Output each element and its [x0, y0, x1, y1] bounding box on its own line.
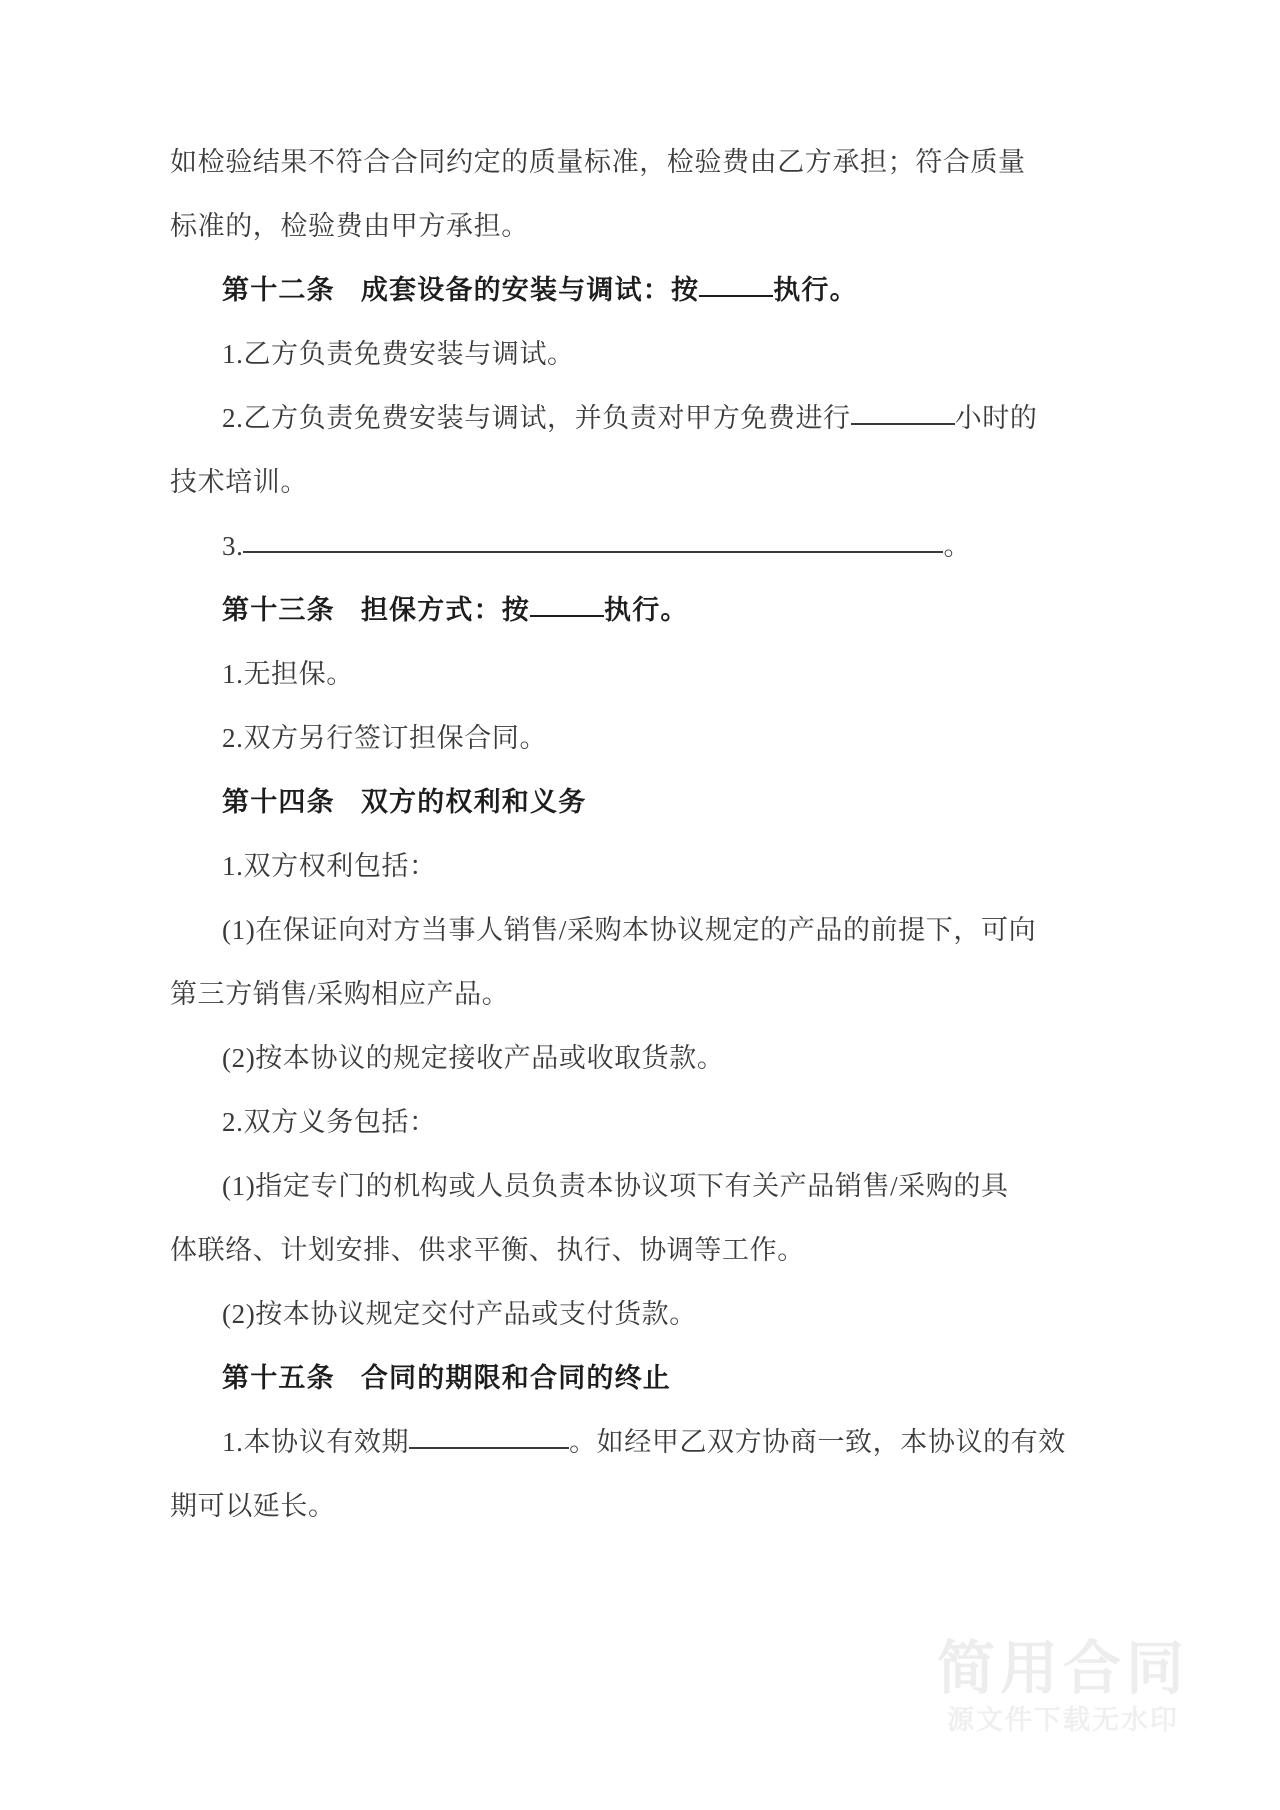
article-14-rights-item-1-line-2: 第三方销售/采购相应产品。 [170, 979, 510, 1009]
article-12-item-2-after-blank: 小时的 [954, 403, 1038, 433]
article-13-number: 第十三条 [222, 595, 335, 625]
watermark-sub-text: 源文件下载无水印 [947, 1704, 1179, 1736]
article-15-item-1 [170, 1410, 1110, 1474]
article-13-title-after-blank: 执行。 [604, 595, 689, 625]
article-14-rights-item-2: (2)按本协议的规定接收产品或收取货款。 [222, 1043, 725, 1073]
article-12-item-2-line-2: 技术培训。 [170, 467, 308, 497]
paragraph-carryover-line-2: 标准的，检验费由甲方承担。 [170, 211, 529, 241]
article-15-title: 合同的期限和合同的终止 [360, 1363, 672, 1393]
article-12-item-1: 1.乙方负责免费安装与调试。 [222, 339, 575, 369]
article-15-item-1-blank[interactable] [409, 1447, 569, 1449]
article-12-title-before-blank: 成套设备的安装与调试：按 [360, 275, 700, 305]
article-12-item-2 [170, 386, 1110, 450]
article-12-heading [170, 258, 1110, 322]
document-content [170, 130, 1110, 1538]
article-14-duties-item-2: (2)按本协议规定交付产品或支付货款。 [222, 1299, 697, 1329]
article-12-title-after-blank: 执行。 [773, 275, 858, 305]
article-12-item-3-blank[interactable] [243, 551, 943, 553]
article-15-item-1-line-2: 期可以延长。 [170, 1491, 336, 1521]
article-13-title-blank[interactable] [530, 615, 604, 617]
article-15-item-1-before-blank: 1.本协议有效期 [222, 1427, 410, 1457]
article-13-item-2: 2.双方另行签订担保合同。 [222, 723, 548, 753]
article-15-number: 第十五条 [222, 1363, 335, 1393]
article-14-title: 双方的权利和义务 [360, 787, 587, 817]
article-13-item-1: 1.无担保。 [222, 659, 354, 689]
article-12-item-2-before-blank: 2.乙方负责免费安装与调试，并负责对甲方免费进行 [222, 403, 851, 433]
article-13-title-before-blank: 担保方式：按 [360, 595, 531, 625]
article-12-item-3 [170, 514, 1110, 578]
watermark [898, 1634, 1228, 1738]
article-15-heading [170, 1346, 1110, 1410]
watermark-main-text: 简用合同 [936, 1634, 1189, 1703]
paragraph-carryover-line-1: 如检验结果不符合合同约定的质量标准，检验费由乙方承担；符合质量 [170, 147, 1026, 177]
article-12-number: 第十二条 [222, 275, 335, 305]
article-15-item-1-after-blank: 。如经甲乙双方协商一致，本协议的有效 [569, 1427, 1066, 1457]
article-14-number: 第十四条 [222, 787, 335, 817]
article-12-title-blank[interactable] [699, 295, 773, 297]
article-12-item-2-blank[interactable] [851, 423, 955, 425]
article-13-heading [170, 578, 1110, 642]
article-12-item-3-prefix: 3. [222, 531, 244, 561]
article-14-heading [170, 770, 1110, 834]
article-14-rights-heading: 1.双方权利包括： [222, 851, 437, 881]
article-14-duties-item-1-line-2: 体联络、计划安排、供求平衡、执行、协调等工作。 [170, 1235, 805, 1265]
article-14-duties-item-1-line-1: (1)指定专门的机构或人员负责本协议项下有关产品销售/采购的具 [222, 1171, 1009, 1201]
article-14-rights-item-1-line-1: (1)在保证向对方当事人销售/采购本协议规定的产品的前提下，可向 [222, 915, 1037, 945]
article-12-item-3-suffix: 。 [943, 531, 972, 561]
article-14-duties-heading: 2.双方义务包括： [222, 1107, 437, 1137]
